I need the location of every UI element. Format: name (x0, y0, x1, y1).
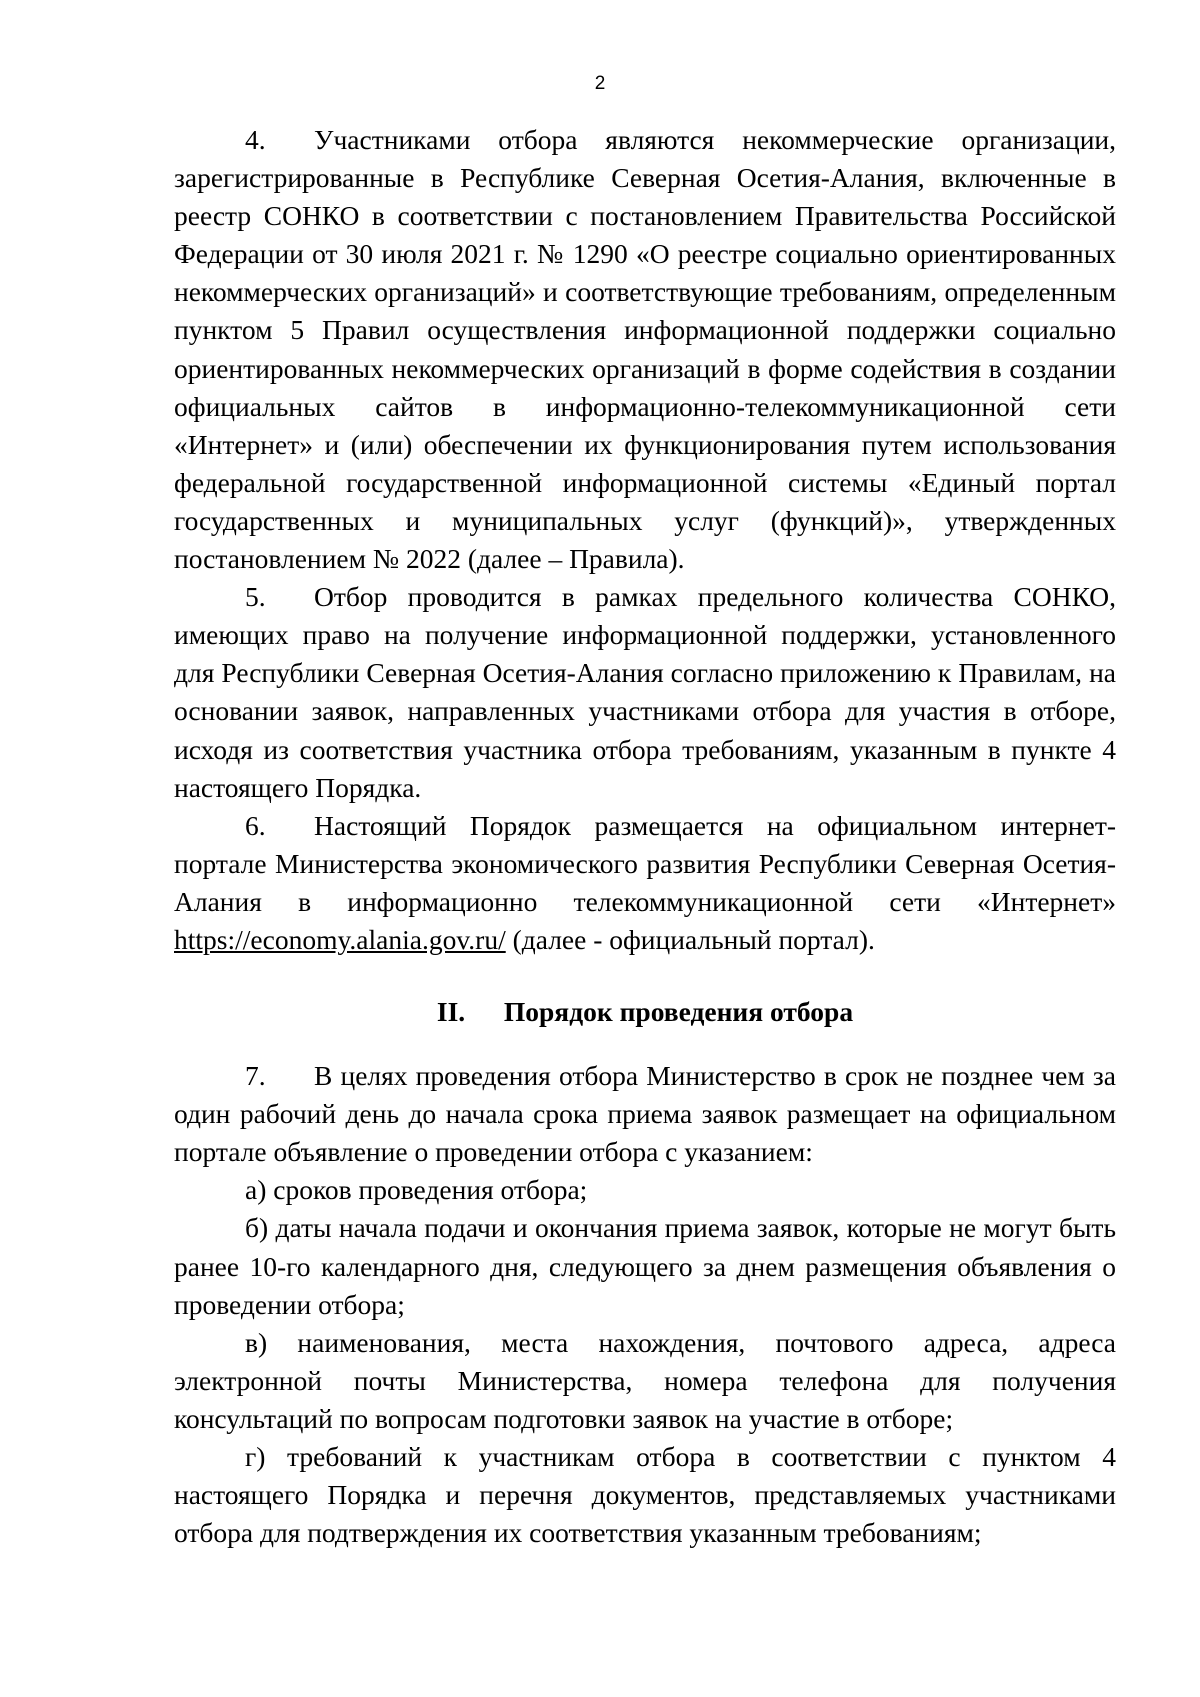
paragraph-text-tail: (далее - официальный портал). (505, 923, 875, 955)
page-number: 2 (594, 73, 606, 94)
paragraph-number: 4. (245, 124, 266, 155)
section-title: Порядок проведения отбора (503, 996, 854, 1028)
section-number: II. (436, 996, 466, 1028)
list-item-g: г) требований к участникам отбора в соответствии с пунктом 4 настоящего Порядка и перечня документов, представляемых участниками отбора для подтверждения их соответствия указанным требованиям; (174, 1441, 1116, 1549)
paragraph-7 (174, 1057, 1116, 1171)
list-item-b: б) даты начала подачи и окончания приема заявок, которые не могут быть ранее 10-го календарного дня, следующего за днем размещения объявления о проведении отбора; (174, 1212, 1116, 1320)
section-heading (174, 979, 1116, 1053)
portal-link[interactable]: https://economy.alania.gov.ru/ (174, 923, 506, 955)
paragraph-text: В целях проведения отбора Министерство в срок не позднее чем за один рабочий день до начала срока приема заявок размещает на официальном портале объявление о проведении отбора с указанием: (174, 1060, 1116, 1168)
paragraph-4 (174, 121, 1116, 578)
paragraph-6 (174, 807, 1116, 959)
document-body (174, 121, 1116, 1552)
list-item-a: а) сроков проведения отбора; (245, 1174, 588, 1206)
paragraph-number: 6. (245, 809, 266, 841)
list-item-v: в) наименования, места нахождения, почтового адреса, адреса электронной почты Министерства, номера телефона для получения консультаций по вопросам подготовки заявок на участие в отборе; (174, 1326, 1116, 1434)
paragraph-number: 5. (245, 581, 266, 613)
paragraph-text: Настоящий Порядок размещается на официальном интернет-портале Министерства экономического развития Республики Северная Осетия-Алания в информационно телекоммуникационной сети «Интернет» (174, 809, 1116, 917)
paragraph-number: 7. (245, 1060, 266, 1092)
paragraph-text: Участниками отбора являются некоммерческие организации, зарегистрированные в Республике Северная Осетия-Алания, включенные в реестр СОНКО в соответствии с постановлением Правительства Российской Федерации от 30 июля 2021 г. № 1290 «О реестре социально ориентированных некоммерческих организаций» и соответствующие требованиям, определенным пунктом 5 Правил осуществления информационной поддержки социально ориентированных некоммерческих организаций в форме содействия в создании официальных сайтов в информационно-телекоммуникационной сети «Интернет» и (или) обеспечении их функционирования путем использования федеральной государственной информационной системы «Единый портал государственных и муниципальных услуг (функций)», утвержденных постановлением № 2022 (далее – Правила). (174, 124, 1116, 575)
paragraph-text: Отбор проводится в рамках предельного количества СОНКО, имеющих право на получение информационной поддержки, установленного для Республики Северная Осетия-Алания согласно приложению к Правилам, на основании заявок, направленных участниками отбора для участия в отборе, исходя из соответствия участника отбора требованиям, указанным в пункте 4 настоящего Порядка. (174, 581, 1116, 803)
paragraph-5 (174, 578, 1116, 807)
